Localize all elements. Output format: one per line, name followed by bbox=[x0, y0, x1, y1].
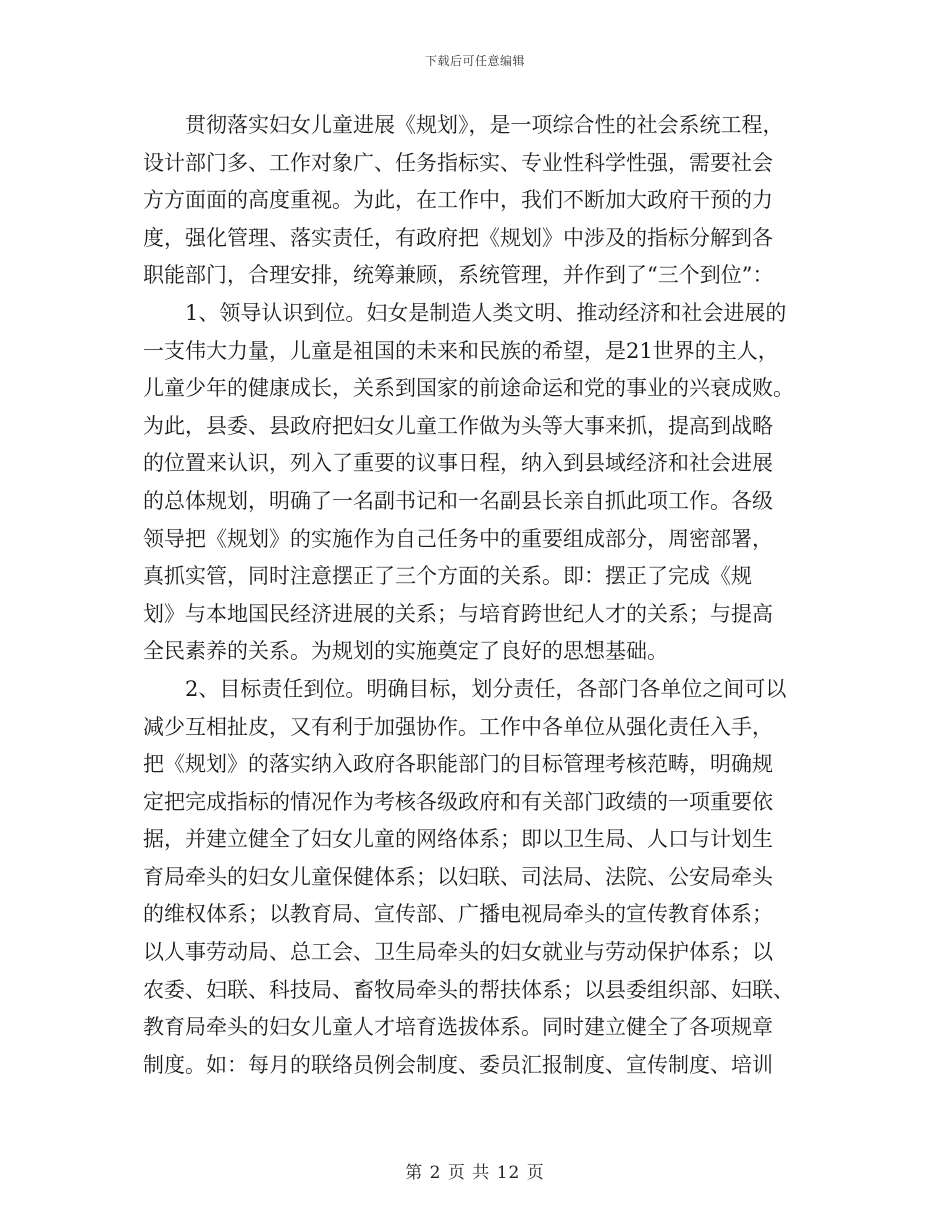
paragraph-line: 领导把《规划》的实施作为自己任务中的重要组成部分，周密部署， bbox=[143, 526, 773, 551]
paragraph-line: 把《规划》的落实纳入政府各职能部门的目标管理考核范畴，明确规 bbox=[143, 752, 773, 777]
paragraph-line: 真抓实管，同时注意摆正了三个方面的关系。即：摆正了完成《规 bbox=[143, 564, 752, 589]
paragraph-line: 方方面面的高度重视。为此，在工作中，我们不断加大政府干预的力 bbox=[143, 188, 773, 213]
page-header-note: 下载后可任意编辑 bbox=[424, 54, 525, 68]
paragraph-line: 据，并建立健全了妇女儿童的网络体系；即以卫生局、人口与计划生 bbox=[143, 827, 773, 852]
paragraph-line: 划》与本地国民经济进展的关系；与培育跨世纪人才的关系；与提高 bbox=[143, 601, 773, 626]
paragraph-line: 设计部门多、工作对象广、任务指标实、专业性科学性强，需要社会 bbox=[143, 150, 773, 175]
paragraph-line: 一支伟大力量，儿童是祖国的未来和民族的希望，是21世界的主人， bbox=[143, 338, 779, 363]
paragraph-line: 育局牵头的妇女儿童保健体系；以妇联、司法局、法院、公安局牵头 bbox=[143, 864, 773, 889]
page-number-footer: 第 2 页 共 12 页 bbox=[405, 1163, 545, 1183]
paragraph-line: 度，强化管理、落实责任，有政府把《规划》中涉及的指标分解到各 bbox=[143, 225, 773, 250]
paragraph-line: 教育局牵头的妇女儿童人才培育选拔体系。同时建立健全了各项规章 bbox=[143, 1015, 773, 1040]
paragraph-line: 儿童少年的健康成长，关系到国家的前途命运和党的事业的兴衰成败。 bbox=[143, 376, 794, 401]
paragraph-line: 定把完成指标的情况作为考核各级政府和有关部门政绩的一项重要依 bbox=[143, 789, 773, 814]
paragraph-line: 的总体规划，明确了一名副书记和一名副县长亲自抓此项工作。各级 bbox=[143, 488, 773, 513]
paragraph-line: 为此，县委、县政府把妇女儿童工作做为头等大事来抓，提高到战略 bbox=[143, 413, 773, 438]
paragraph-line: 农委、妇联、科技局、畜牧局牵头的帮扶体系；以县委组织部、妇联、 bbox=[143, 977, 794, 1002]
paragraph-line: 减少互相扯皮，又有利于加强协作。工作中各单位从强化责任入手， bbox=[143, 714, 773, 739]
paragraph-line: 1、领导认识到位。妇女是制造人类文明、推动经济和社会进展的 bbox=[185, 300, 787, 325]
paragraph-line: 2、目标责任到位。明确目标，划分责任，各部门各单位之间可以 bbox=[185, 676, 787, 701]
paragraph-line: 职能部门，合理安排，统筹兼顾，系统管理，并作到了“三个到位”： bbox=[143, 263, 774, 288]
document-body bbox=[143, 107, 807, 1084]
paragraph-line: 制度。如：每月的联络员例会制度、委员汇报制度、宣传制度、培训 bbox=[143, 1052, 773, 1077]
paragraph-line: 贯彻落实妇女儿童进展《规划》，是一项综合性的社会系统工程， bbox=[185, 113, 784, 137]
paragraph-line: 以人事劳动局、总工会、卫生局牵头的妇女就业与劳动保护体系；以 bbox=[143, 940, 773, 965]
paragraph-line: 的维权体系；以教育局、宣传部、广播电视局牵头的宣传教育体系； bbox=[143, 902, 773, 927]
paragraph-line: 的位置来认识，列入了重要的议事日程，纳入到县域经济和社会进展 bbox=[143, 451, 773, 476]
paragraph-line: 全民素养的关系。为规划的实施奠定了良好的思想基础。 bbox=[143, 639, 668, 664]
